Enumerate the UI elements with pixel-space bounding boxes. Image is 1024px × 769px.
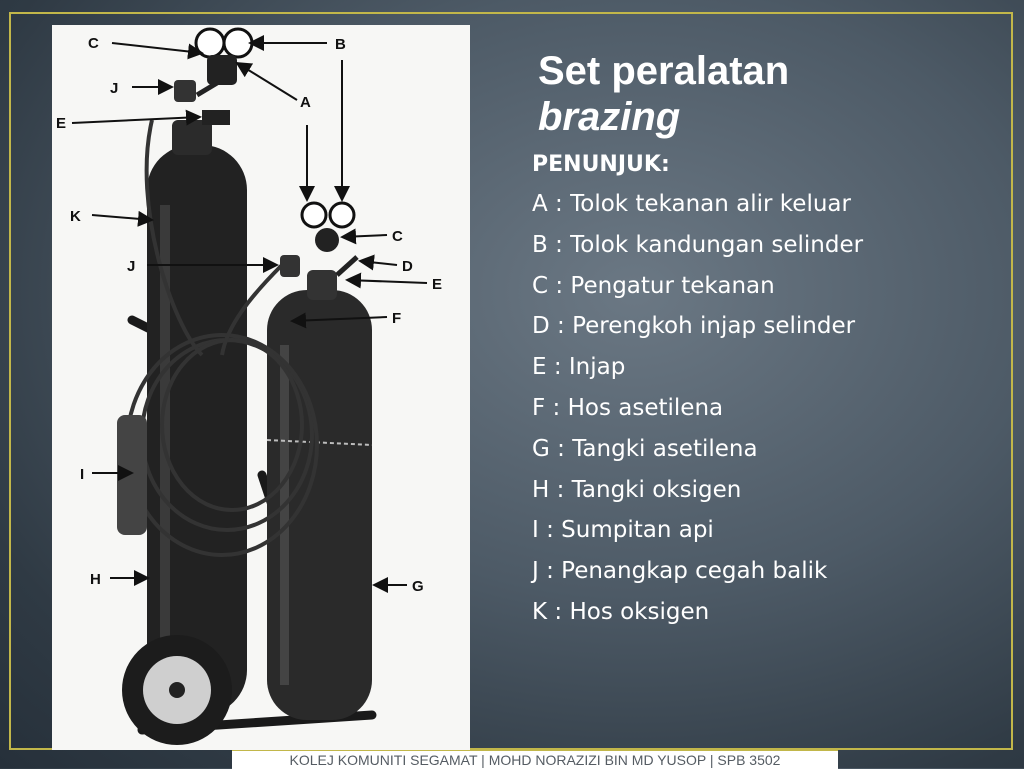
- legend-item-f: F : Hos asetilena: [532, 394, 724, 421]
- legend-list: [532, 184, 1002, 633]
- label-d: D: [402, 258, 413, 275]
- acetylene-regulator: [280, 203, 357, 277]
- legend-heading: PENUNJUK:: [532, 152, 670, 177]
- legend-item-a: A : Tolok tekanan alir keluar: [532, 191, 851, 217]
- label-j-top: J: [110, 80, 119, 97]
- label-j-mid: J: [127, 258, 136, 275]
- legend-item-c: C : Pengatur tekanan: [532, 272, 775, 299]
- label-e-right: E: [432, 276, 443, 293]
- legend: [532, 150, 1002, 633]
- label-f: F: [392, 310, 402, 327]
- legend-item-j: J : Penangkap cegah balik: [532, 558, 828, 585]
- label-e-top: E: [56, 115, 67, 132]
- legend-item-b: B : Tolok kandungan selinder: [532, 231, 864, 258]
- label-c-top: C: [88, 35, 99, 52]
- label-b-top: B: [335, 36, 346, 53]
- legend-item-k: K : Hos oksigen: [532, 598, 710, 625]
- title-line-1: Set peralatan: [538, 49, 790, 93]
- legend-item-i: I : Sumpitan api: [532, 517, 714, 544]
- legend-item-d: D : Perengkoh injap selinder: [532, 313, 856, 340]
- label-h: H: [90, 571, 101, 588]
- label-k: K: [70, 208, 81, 225]
- label-c-right: C: [392, 228, 403, 245]
- cart-wheel: [122, 635, 232, 745]
- oxygen-regulator: [174, 29, 252, 125]
- legend-item-g: G : Tangki asetilena: [532, 435, 758, 462]
- legend-item-h: H : Tangki oksigen: [532, 476, 742, 503]
- torch: [117, 415, 147, 535]
- acetylene-cylinder: [267, 270, 372, 720]
- legend-item-e: E : Injap: [532, 354, 626, 381]
- label-a: A: [300, 94, 311, 111]
- label-i: I: [80, 466, 85, 483]
- label-g: G: [412, 578, 424, 595]
- slide-footer: KOLEJ KOMUNITI SEGAMAT | MOHD NORAZIZI BIN MD YUSOP | SPB 3502: [232, 750, 838, 769]
- title-line-2: brazing: [538, 95, 681, 139]
- slide-title: [538, 48, 789, 140]
- brazing-equipment-figure: [52, 25, 470, 750]
